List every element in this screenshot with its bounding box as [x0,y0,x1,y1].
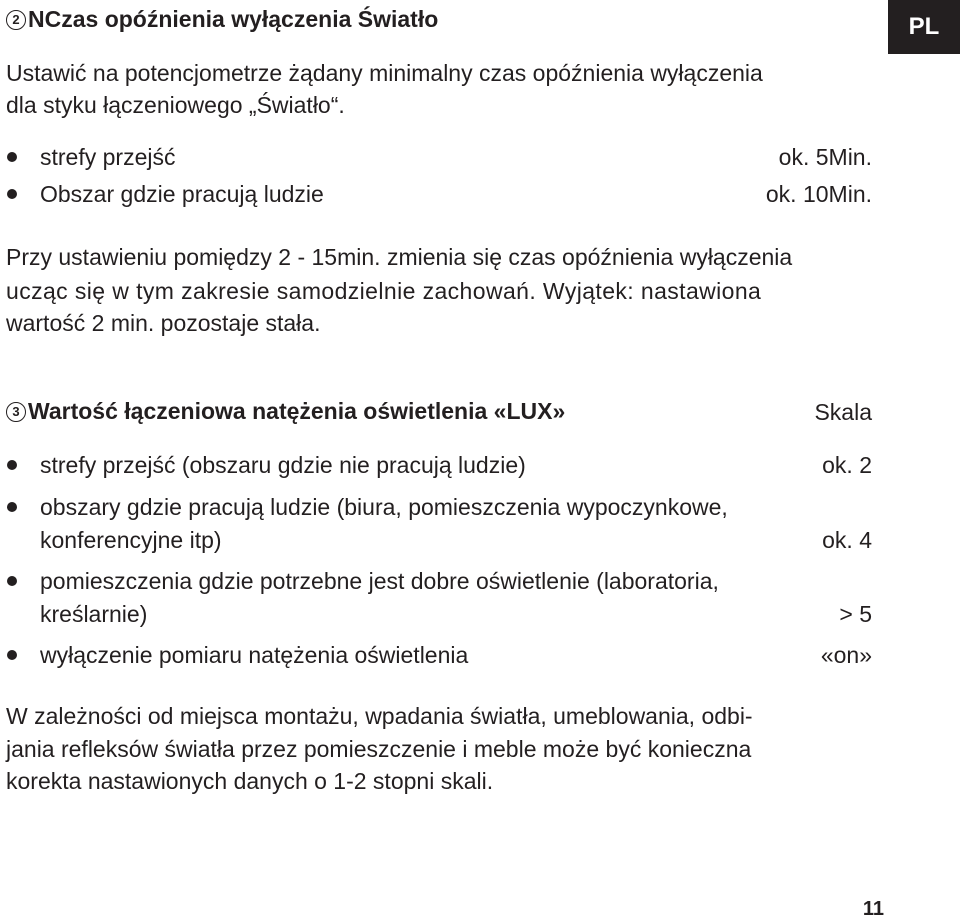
bullet-icon [7,650,17,660]
bullet-icon [7,152,17,162]
page-number: 11 [862,898,884,920]
language-tab: PL [888,0,960,54]
section3-item-line2: kreślarnie) [40,601,148,627]
section3-item-line1: strefy przejść (obszaru gdzie nie pracują ludzie) [40,452,526,478]
section3-footer-line3: korekta nastawionych danych o 1-2 stopni skali. [6,768,494,794]
section3-item-line1: wyłączenie pomiaru natężenia oświetlenia [40,642,469,668]
section3-heading [6,398,565,425]
bullet-icon [7,460,17,470]
section3-footer-line1: W zależności od miejsca montażu, wpadania światła, umeblowania, odbi- [6,703,753,729]
section3-item-line1: pomieszczenia gdzie potrzebne jest dobre oświetlenie (laboratoria, [40,568,719,594]
section2-intro-line2: dla styku łączeniowego „Światło“. [6,92,345,118]
section2-title: NCzas opóźnienia wyłączenia Światło [28,6,439,32]
section2-heading [6,6,438,33]
bullet-icon [7,189,17,199]
section3-item-line1: obszary gdzie pracują ludzie (biura, pomieszczenia wypoczynkowe, [40,494,728,520]
section2-item-label: Obszar gdzie pracują ludzie [40,181,324,207]
section3-footer-line2: jania refleksów światła przez pomieszczenie i meble może być konieczna [6,736,752,762]
bullet-icon [7,576,17,586]
section2-note-line1: Przy ustawieniu pomiędzy 2 - 15min. zmienia się czas opóźnienia wyłączenia [6,244,793,270]
section2-number: 2 [6,10,26,30]
section3-item-value: > 5 [839,601,872,627]
section2-item-value: ok. 10Min. [765,181,872,207]
section3-number: 3 [6,402,26,422]
section3-item-value: ok. 4 [822,527,872,553]
section2-item-label: strefy przejść [40,144,176,170]
section3-item-line2: konferencyjne itp) [40,527,222,553]
section3-item-value: ok. 2 [822,452,872,478]
section2-item-value: ok. 5Min. [778,144,872,170]
bullet-icon [7,502,17,512]
scale-label: Skala [814,399,872,425]
section3-item-value: «on» [820,642,872,668]
section2-note-line3: wartość 2 min. pozostaje stała. [6,310,321,336]
section2-intro-line1: Ustawić na potencjometrze żądany minimalny czas opóźnienia wyłączenia [6,60,763,86]
section3-title: Wartość łączeniowa natężenia oświetlenia «LUX» [28,398,566,424]
section2-note-line2: ucząc się w tym zakresie samodzielnie zachowań. Wyjątek: nastawiona [6,278,762,304]
